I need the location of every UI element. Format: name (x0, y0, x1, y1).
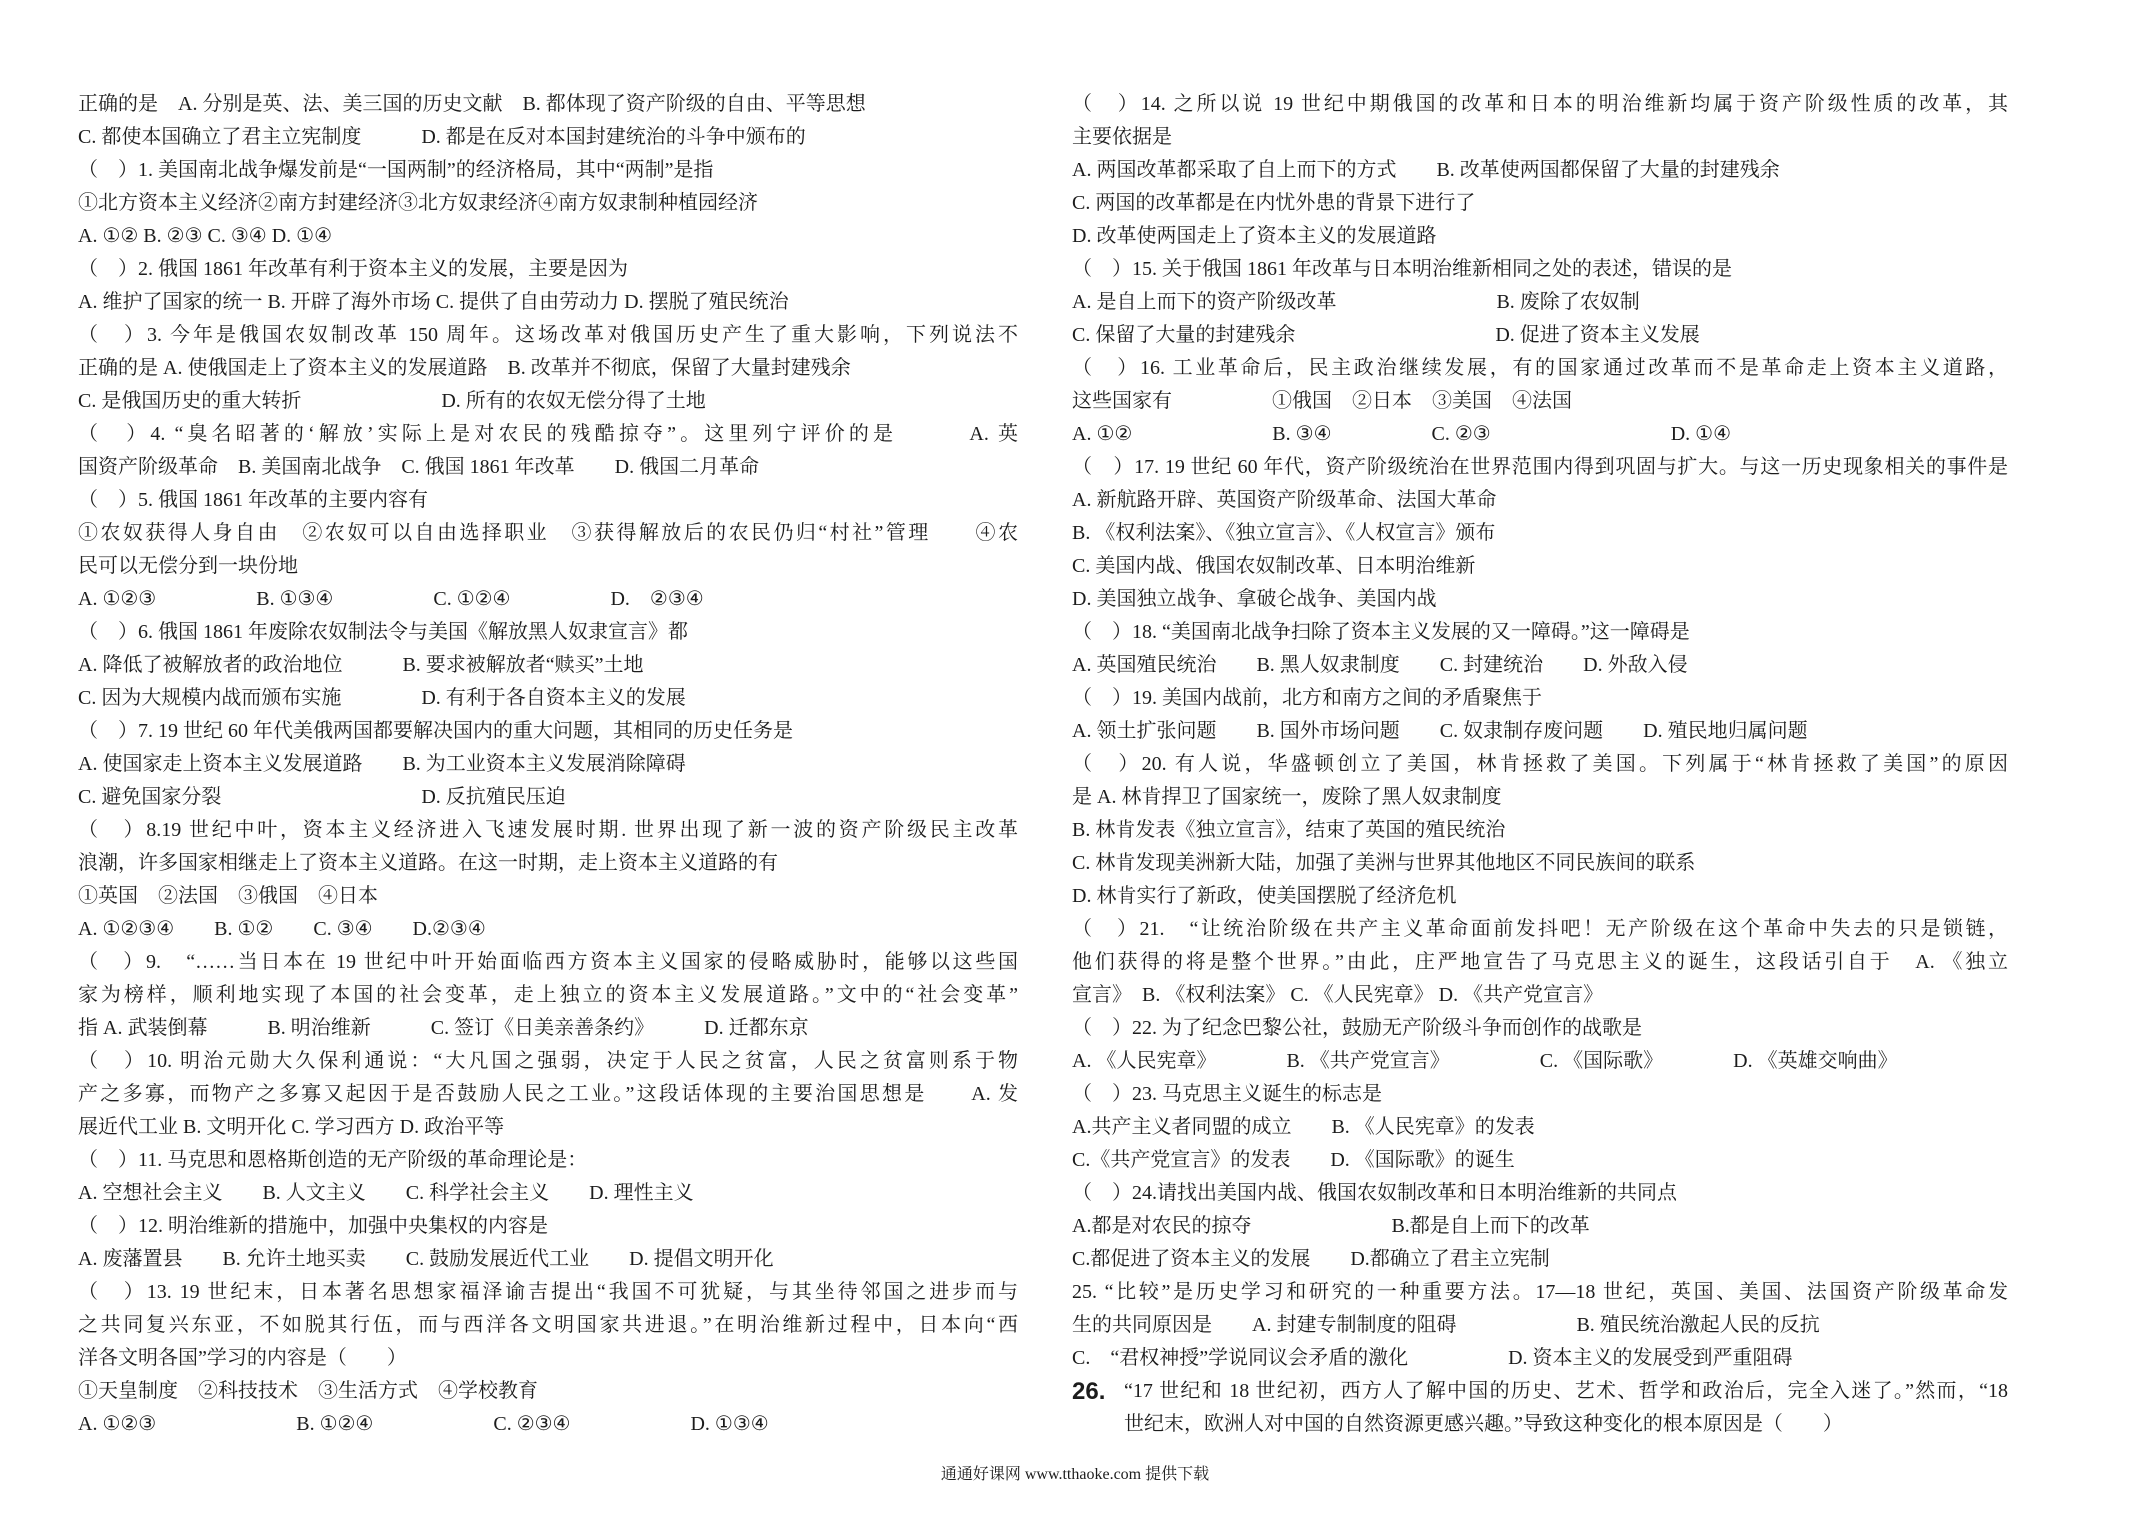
left-column-line: ①农奴获得人身自由 ②农奴可以自由选择职业 ③获得解放后的农民仍归“村社”管理 ④农 (78, 522, 1018, 544)
left-column-line: ①北方资本主义经济②南方封建经济③北方奴隶经济④南方奴隶制种植园经济 (78, 192, 758, 214)
left-column-line: （ ）11. 马克思和恩格斯创造的无产阶级的革命理论是： (78, 1149, 588, 1171)
right-column-line: A.都是对农民的掠夺 B.都是自上而下的改革 (1072, 1215, 1590, 1237)
left-column-line: A. ①②③④ B. ①② C. ③④ D.②③④ (78, 918, 486, 940)
right-column-line: （ ）14. 之所以说 19 世纪中期俄国的改革和日本的明治维新均属于资产阶级性质的改革，其 (1072, 93, 2008, 115)
right-column-line: C. 两国的改革都是在内忧外患的背景下进行了 (1072, 192, 1476, 214)
right-column-line: （ ）16. 工业革命后，民主政治继续发展，有的国家通过改革而不是革命走上资本主义道路， (1072, 357, 2008, 379)
right-column-line: 这些国家有 ①俄国 ②日本 ③美国 ④法国 (1072, 390, 1572, 412)
right-column-line: A. 领土扩张问题 B. 国外市场问题 C. 奴隶制存废问题 D. 殖民地归属问题 (1072, 720, 1808, 742)
question-26-text: “17 世纪和 18 世纪初，西方人了解中国的历史、艺术、哲学和政治后，完全入迷了。”然而，“18 (1124, 1380, 2008, 1402)
left-column-line: （ ）10. 明治元勋大久保利通说：“大凡国之强弱，决定于人民之贫富，人民之贫富则系于物 (78, 1050, 1018, 1072)
left-column-line: 国资产阶级革命 B. 美国南北战争 C. 俄国 1861 年改革 D. 俄国二月革命 (78, 456, 760, 478)
left-column-line: （ ）8.19 世纪中叶，资本主义经济进入飞速发展时期. 世界出现了新一波的资产阶级民主改革 (78, 819, 1018, 841)
right-column-line: D. 林肯实行了新政，使美国摆脱了经济危机 (1072, 885, 1457, 907)
left-column-line: ①天皇制度 ②科技技术 ③生活方式 ④学校教育 (78, 1380, 538, 1402)
right-column-line: （ ）15. 关于俄国 1861 年改革与日本明治维新相同之处的表述，错误的是 (1072, 258, 1732, 280)
right-column-line: C. 保留了大量的封建残余 D. 促进了资本主义发展 (1072, 324, 1700, 346)
left-column-line: 正确的是 A. 分别是英、法、美三国的历史文献 B. 都体现了资产阶级的自由、平等思想 (78, 93, 866, 115)
left-column-line: （ ）9. “……当日本在 19 世纪中叶开始面临西方资本主义国家的侵略威胁时，能够以这些国 (78, 951, 1018, 973)
left-column-line: （ ）1. 美国南北战争爆发前是“一国两制”的经济格局，其中“两制”是指 (78, 159, 714, 181)
right-column-line: C. 美国内战、俄国农奴制改革、日本明治维新 (1072, 555, 1476, 577)
right-column-line: 宣言》 B. 《权利法案》 C. 《人民宪章》 D. 《共产党宣言》 (1072, 984, 1604, 1006)
right-column-line: 生的共同原因是 A. 封建专制制度的阻碍 B. 殖民统治激起人民的反抗 (1072, 1314, 1820, 1336)
left-column-line: A. ①②③ B. ①③④ C. ①②④ D. ②③④ (78, 588, 704, 610)
left-column-line: A. 废藩置县 B. 允许土地买卖 C. 鼓励发展近代工业 D. 提倡文明开化 (78, 1248, 774, 1270)
right-column-line: A. 是自上而下的资产阶级改革 B. 废除了农奴制 (1072, 291, 1640, 313)
right-column-line: （ ）21. “让统治阶级在共产主义革命面前发抖吧！无产阶级在这个革命中失去的只是锁链， (1072, 918, 2008, 940)
right-column-line: C.《共产党宣言》的发表 D. 《国际歌》的诞生 (1072, 1149, 1515, 1171)
left-column-line: A. 使国家走上资本主义发展道路 B. 为工业资本主义发展消除障碍 (78, 753, 686, 775)
right-column-line: （ ）18. “美国南北战争扫除了资本主义发展的又一障碍。”这一障碍是 (1072, 621, 1690, 643)
left-column-line: 正确的是 A. 使俄国走上了资本主义的发展道路 B. 改革并不彻底，保留了大量封建残余 (78, 357, 851, 379)
left-column (78, 88, 1018, 1441)
right-column-line: （ ）23. 马克思主义诞生的标志是 (1072, 1083, 1382, 1105)
right-column-line: （ ）19. 美国内战前，北方和南方之间的矛盾聚焦于 (1072, 687, 1542, 709)
left-column-line: 浪潮，许多国家相继走上了资本主义道路。在这一时期，走上资本主义道路的有 (78, 852, 778, 874)
right-column (1072, 88, 2008, 1441)
right-column-line: 25. “比较”是历史学习和研究的一种重要方法。17—18 世纪，英国、美国、法国资产阶级革命发 (1072, 1281, 2008, 1303)
right-column-line: A. 两国改革都采取了自上而下的方式 B. 改革使两国都保留了大量的封建残余 (1072, 159, 1780, 181)
left-column-line: （ ）7. 19 世纪 60 年代美俄两国都要解决国内的重大问题，其相同的历史任务是 (78, 720, 793, 742)
left-column-line: C. 是俄国历史的重大转折 D. 所有的农奴无偿分得了土地 (78, 390, 706, 412)
right-column-line: （ ）17. 19 世纪 60 年代，资产阶级统治在世界范围内得到巩固与扩大。与这一历史现象相关的事件是 (1072, 456, 2008, 478)
left-column-line: 指 A. 武装倒幕 B. 明治维新 C. 签订《日美亲善条约》 D. 迁都东京 (78, 1017, 809, 1039)
right-column-line: （ ）24.请找出美国内战、俄国农奴制改革和日本明治维新的共同点 (1072, 1182, 1677, 1204)
question-26-line (1072, 1408, 2008, 1441)
left-column-line: C. 都使本国确立了君主立宪制度 D. 都是在反对本国封建统治的斗争中颁布的 (78, 126, 806, 148)
left-column-line: 产之多寡，而物产之多寡又起因于是否鼓励人民之工业。”这段话体现的主要治国思想是 A. 发 (78, 1083, 1018, 1105)
right-column-line: A.共产主义者同盟的成立 B. 《人民宪章》的发表 (1072, 1116, 1535, 1138)
left-column-line: C. 因为大规模内战而颁布实施 D. 有利于各自资本主义的发展 (78, 687, 686, 709)
right-column-line: C. “君权神授”学说同议会矛盾的激化 D. 资本主义的发展受到严重阻碍 (1072, 1347, 1793, 1369)
left-column-line: （ ）3. 今年是俄国农奴制改革 150 周年。这场改革对俄国历史产生了重大影响，下列说法不 (78, 324, 1018, 346)
left-column-line: 家为榜样，顺利地实现了本国的社会变革，走上独立的资本主义发展道路。”文中的“社会变革” (78, 984, 1018, 1006)
left-column-line: 民可以无偿分到一块份地 (78, 555, 298, 577)
right-column-line: D. 改革使两国走上了资本主义的发展道路 (1072, 225, 1437, 247)
left-column-line: （ ）13. 19 世纪末，日本著名思想家福泽谕吉提出“我国不可犹疑，与其坐待邻国之进步而与 (78, 1281, 1018, 1303)
right-column-line: （ ）20. 有人说，华盛顿创立了美国，林肯拯救了美国。下列属于“林肯拯救了美国”的原因 (1072, 753, 2008, 775)
left-column-line: A. 维护了国家的统一 B. 开辟了海外市场 C. 提供了自由劳动力 D. 摆脱了殖民统治 (78, 291, 789, 313)
right-column-line: B. 《权利法案》、《独立宣言》、《人权宣言》颁布 (1072, 522, 1496, 544)
left-column-line: （ ）4. “臭名昭著的‘解放’实际上是对农民的残酷掠夺”。这里列宁评价的是 A. 英 (78, 423, 1018, 445)
left-column-line: （ ）5. 俄国 1861 年改革的主要内容有 (78, 489, 428, 511)
left-column-line: （ ）6. 俄国 1861 年废除农奴制法令与美国《解放黑人奴隶宣言》都 (78, 621, 688, 643)
left-column-line: 展近代工业 B. 文明开化 C. 学习西方 D. 政治平等 (78, 1116, 505, 1138)
right-column-line: A. 英国殖民统治 B. 黑人奴隶制度 C. 封建统治 D. 外敌入侵 (1072, 654, 1688, 676)
question-26-text: 世纪末，欧洲人对中国的自然资源更感兴趣。”导致这种变化的根本原因是（ ） (1124, 1413, 1843, 1435)
right-column-line: A. 新航路开辟、英国资产阶级革命、法国大革命 (1072, 489, 1497, 511)
right-column-line: （ ）22. 为了纪念巴黎公社，鼓励无产阶级斗争而创作的战歌是 (1072, 1017, 1642, 1039)
right-column-line: D. 美国独立战争、拿破仑战争、美国内战 (1072, 588, 1437, 610)
left-column-line: ①英国 ②法国 ③俄国 ④日本 (78, 885, 378, 907)
right-column-line: 他们获得的将是整个世界。”由此，庄严地宣告了马克思主义的诞生，这段话引自于 A. 《独立 (1072, 951, 2008, 973)
left-column-line: A. ①② B. ②③ C. ③④ D. ①④ (78, 225, 333, 247)
left-column-line: A. ①②③ B. ①②④ C. ②③④ D. ①③④ (78, 1413, 769, 1435)
left-column-line: A. 空想社会主义 B. 人文主义 C. 科学社会主义 D. 理性主义 (78, 1182, 694, 1204)
right-column-line: 主要依据是 (1072, 126, 1172, 148)
left-column-line: （ ）2. 俄国 1861 年改革有利于资本主义的发展，主要是因为 (78, 258, 628, 280)
right-column-line: A. ①② B. ③④ C. ②③ D. ①④ (1072, 423, 1732, 445)
right-column-line: C. 林肯发现美洲新大陆，加强了美洲与世界其他地区不同民族间的联系 (1072, 852, 1696, 874)
left-column-line: 洋各文明各国”学习的内容是（ ） (78, 1347, 407, 1369)
right-column-line: C.都促进了资本主义的发展 D.都确立了君主立宪制 (1072, 1248, 1550, 1270)
left-column-line: A. 降低了被解放者的政治地位 B. 要求被解放者“赎买”土地 (78, 654, 644, 676)
right-column-line: 是 A. 林肯捍卫了国家统一，废除了黑人奴隶制度 (1072, 786, 1502, 808)
right-column-line: A. 《人民宪章》 B. 《共产党宣言》 C. 《国际歌》 D. 《英雄交响曲》 (1072, 1050, 1898, 1072)
right-column-line: B. 林肯发表《独立宣言》，结束了英国的殖民统治 (1072, 819, 1506, 841)
left-column-line: C. 避免国家分裂 D. 反抗殖民压迫 (78, 786, 566, 808)
left-column-line: 之共同复兴东亚，不如脱其行伍，而与西洋各文明国家共进退。”在明治维新过程中，日本向“西 (78, 1314, 1018, 1336)
question-26-number: 26. (1072, 1378, 1106, 1405)
left-column-line: （ ）12. 明治维新的措施中，加强中央集权的内容是 (78, 1215, 548, 1237)
footer-credit: 通通好课网 www.tthaoke.com 提供下载 (940, 1466, 1210, 1483)
question-26-line (1072, 1375, 2008, 1408)
